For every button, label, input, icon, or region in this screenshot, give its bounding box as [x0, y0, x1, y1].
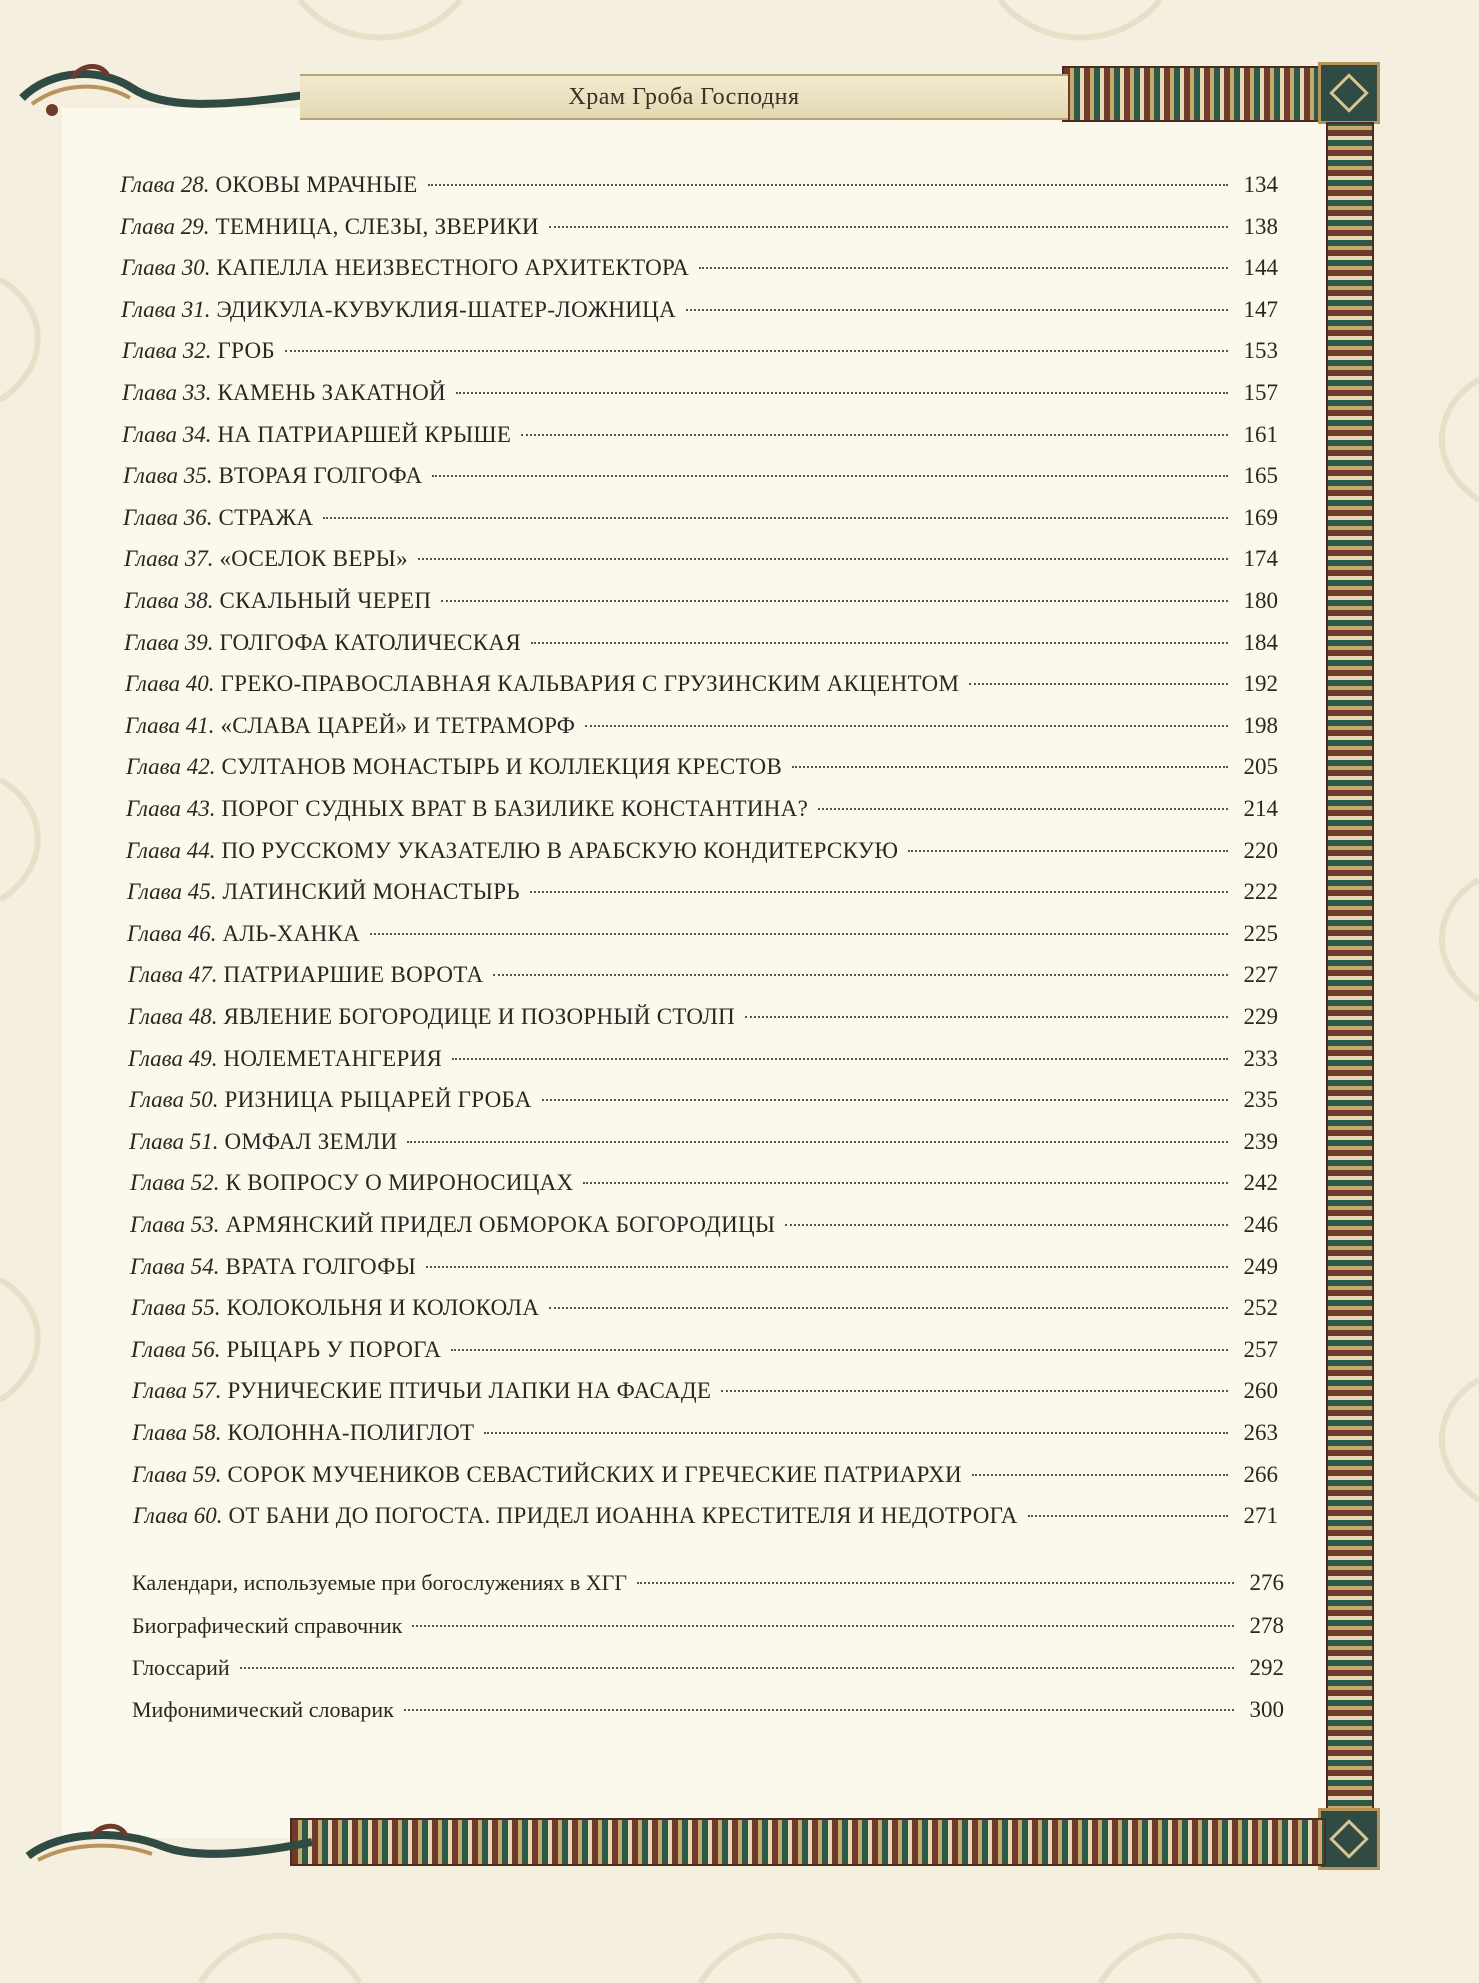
page-number: 292 — [1249, 1655, 1284, 1680]
top-border-band — [1062, 66, 1336, 122]
toc-chapter-entry[interactable] — [126, 796, 1278, 830]
page-number: 271 — [1243, 1503, 1278, 1529]
dot-leader — [418, 558, 1228, 560]
dot-leader — [441, 600, 1228, 602]
back-matter-title: Биографический справочник — [132, 1613, 403, 1638]
bottom-left-scroll-ornament — [22, 1816, 312, 1876]
page-number: 300 — [1249, 1697, 1284, 1722]
chapter-title: ОКОВЫ МРАЧНЫЕ — [215, 172, 418, 197]
toc-chapter-entry[interactable] — [132, 1420, 1278, 1454]
page-number: 235 — [1243, 1087, 1278, 1113]
chapter-title: ЭДИКУЛА-КУВУКЛИЯ-ШАТЕР-ЛОЖНИЦА — [216, 296, 676, 322]
running-header-title: Храм Гроба Господня — [568, 83, 800, 110]
chapter-number: Глава 59. — [132, 1461, 222, 1487]
page-number: 180 — [1243, 588, 1278, 613]
toc-chapter-entry[interactable] — [129, 1129, 1278, 1163]
toc-chapter-entry[interactable] — [122, 338, 1278, 372]
chapter-number: Глава 37. — [124, 546, 214, 572]
dot-leader — [972, 1474, 1228, 1476]
toc-back-matter-entry[interactable] — [132, 1697, 1284, 1731]
chapter-title: КАМЕНЬ ЗАКАТНОЙ — [217, 380, 446, 405]
page-number: 242 — [1243, 1170, 1278, 1196]
toc-back-matter-entry[interactable] — [132, 1655, 1284, 1689]
dot-leader — [432, 475, 1228, 477]
chapter-number: Глава 41. — [125, 712, 215, 738]
page-number: 266 — [1243, 1461, 1278, 1487]
dot-leader — [530, 891, 1228, 893]
chapter-title: ОТ БАНИ ДО ПОГОСТА. ПРИДЕЛ ИОАННА КРЕСТИТЕЛЯ И НЕДОТРОГА — [228, 1503, 1018, 1529]
toc-chapter-entry[interactable] — [123, 505, 1278, 539]
toc-chapter-entry[interactable] — [124, 630, 1278, 664]
dot-leader — [370, 933, 1228, 935]
toc-back-matter-entry[interactable] — [132, 1570, 1284, 1604]
page-number: 260 — [1243, 1378, 1278, 1404]
page-number: 161 — [1243, 421, 1278, 447]
dot-leader — [699, 267, 1228, 269]
chapter-title: НА ПАТРИАРШЕЙ КРЫШЕ — [217, 421, 512, 447]
back-matter-title: Мифонимический словарик — [132, 1697, 394, 1722]
chapter-title: ГРЕКО-ПРАВОСЛАВНАЯ КАЛЬВАРИЯ С ГРУЗИНСКИМ АКЦЕНТОМ — [220, 671, 960, 697]
toc-chapter-entry[interactable] — [125, 713, 1278, 747]
page-number: 225 — [1243, 920, 1278, 946]
chapter-title: РУНИЧЕСКИЕ ПТИЧЬИ ЛАПКИ НА ФАСАДЕ — [227, 1378, 712, 1404]
chapter-number: Глава 52. — [130, 1170, 220, 1196]
dot-leader — [428, 184, 1228, 186]
chapter-number: Глава 40. — [125, 671, 215, 697]
dot-leader — [531, 642, 1228, 644]
dot-leader — [785, 1224, 1228, 1226]
bottom-right-corner-medallion — [1318, 1808, 1380, 1870]
toc-chapter-entry[interactable] — [130, 1254, 1278, 1288]
back-matter-title: Календари, используемые при богослужениях в ХГГ — [132, 1570, 628, 1595]
page-number: 252 — [1243, 1295, 1278, 1321]
chapter-title: РИЗНИЦА РЫЦАРЕЙ ГРОБА — [224, 1087, 532, 1113]
chapter-title: СОРОК МУЧЕНИКОВ СЕВАСТИЙСКИХ И ГРЕЧЕСКИЕ ПАТРИАРХИ — [227, 1461, 962, 1487]
dot-leader — [451, 1349, 1228, 1351]
chapter-title: «ОСЕЛОК ВЕРЫ» — [219, 546, 408, 572]
chapter-number: Глава 44. — [126, 837, 216, 863]
dot-leader — [456, 392, 1228, 394]
chapter-number: Глава 55. — [131, 1295, 221, 1321]
chapter-title: КАПЕЛЛА НЕИЗВЕСТНОГО АРХИТЕКТОРА — [216, 255, 690, 281]
page-number: 153 — [1243, 338, 1278, 364]
chapter-number: Глава 57. — [132, 1378, 222, 1404]
chapter-title: СТРАЖА — [218, 504, 314, 530]
chapter-title: ЛАТИНСКИЙ МОНАСТЫРЬ — [222, 879, 520, 905]
chapter-title: ОМФАЛ ЗЕМЛИ — [224, 1128, 398, 1154]
dot-leader — [818, 808, 1228, 810]
chapter-title: ТЕМНИЦА, СЛЕЗЫ, ЗВЕРИКИ — [215, 213, 539, 239]
chapter-title: РЫЦАРЬ У ПОРОГА — [226, 1336, 442, 1362]
toc-chapter-entry[interactable] — [120, 172, 1278, 206]
dot-leader — [426, 1266, 1228, 1268]
chapter-number: Глава 43. — [126, 796, 216, 821]
toc-chapter-entry[interactable] — [124, 546, 1278, 580]
chapter-title: ПАТРИАРШИЕ ВОРОТА — [223, 962, 484, 988]
page-number: 169 — [1243, 504, 1278, 530]
dot-leader — [969, 683, 1228, 685]
toc-chapter-entry[interactable] — [133, 1503, 1278, 1537]
toc-chapter-entry[interactable] — [129, 1087, 1278, 1121]
chapter-number: Глава 39. — [124, 629, 214, 655]
chapter-title: АЛЬ-ХАНКА — [222, 920, 361, 946]
back-matter-title: Глоссарий — [132, 1655, 230, 1680]
chapter-number: Глава 38. — [124, 588, 214, 613]
page-number: 239 — [1243, 1128, 1278, 1154]
dot-leader — [407, 1141, 1228, 1143]
chapter-number: Глава 36. — [123, 504, 213, 530]
toc-chapter-entry[interactable] — [122, 380, 1278, 414]
chapter-title: ПО РУССКОМУ УКАЗАТЕЛЮ В АРАБСКУЮ КОНДИТЕРСКУЮ — [221, 837, 899, 863]
toc-chapter-entry[interactable] — [130, 1212, 1278, 1246]
toc-chapter-entry[interactable] — [130, 1170, 1278, 1204]
dot-leader — [583, 1182, 1228, 1184]
page-number: 214 — [1243, 796, 1278, 821]
dot-leader — [637, 1582, 1234, 1584]
chapter-number: Глава 31. — [121, 296, 211, 322]
toc-chapter-entry[interactable] — [122, 422, 1278, 456]
dot-leader — [240, 1667, 1234, 1669]
page-number: 276 — [1249, 1570, 1284, 1595]
chapter-number: Глава 29. — [120, 213, 210, 239]
chapter-title: ВРАТА ГОЛГОФЫ — [225, 1253, 417, 1279]
toc-chapter-entry[interactable] — [126, 754, 1278, 788]
toc-chapter-entry[interactable] — [131, 1337, 1278, 1371]
chapter-number: Глава 35. — [123, 463, 213, 489]
chapter-title: АРМЯНСКИЙ ПРИДЕЛ ОБМОРОКА БОГОРОДИЦЫ — [225, 1212, 776, 1237]
toc-chapter-entry[interactable] — [127, 921, 1278, 955]
chapter-number: Глава 32. — [122, 338, 212, 364]
page-number: 165 — [1243, 463, 1278, 489]
page-number: 227 — [1243, 962, 1278, 988]
chapter-number: Глава 60. — [133, 1503, 223, 1529]
page-number: 192 — [1243, 671, 1278, 697]
page-number: 257 — [1243, 1336, 1278, 1362]
page-number: 278 — [1249, 1613, 1284, 1638]
page-number: 144 — [1243, 255, 1278, 281]
dot-leader — [549, 226, 1228, 228]
toc-back-matter-entry[interactable] — [132, 1613, 1284, 1647]
toc-chapter-entry[interactable] — [121, 297, 1278, 331]
page-number: 220 — [1243, 837, 1278, 863]
chapter-number: Глава 54. — [130, 1253, 220, 1279]
dot-leader — [745, 1016, 1228, 1018]
toc-chapter-entry[interactable] — [121, 255, 1278, 289]
toc-chapter-entry[interactable] — [125, 671, 1278, 705]
toc-chapter-entry[interactable] — [120, 214, 1278, 248]
dot-leader — [404, 1709, 1234, 1711]
dot-leader — [542, 1099, 1228, 1101]
page-number: 147 — [1243, 296, 1278, 322]
chapter-title: ПОРОГ СУДНЫХ ВРАТ В БАЗИЛИКЕ КОНСТАНТИНА? — [221, 796, 809, 821]
dot-leader — [792, 766, 1228, 768]
chapter-number: Глава 30. — [121, 255, 211, 281]
chapter-number: Глава 46. — [127, 920, 217, 946]
dot-leader — [908, 850, 1228, 852]
page-number: 246 — [1243, 1212, 1278, 1237]
toc-chapter-entry[interactable] — [131, 1295, 1278, 1329]
page-number: 174 — [1243, 546, 1278, 572]
chapter-number: Глава 50. — [129, 1087, 219, 1113]
dot-leader — [285, 350, 1228, 352]
toc-chapter-entry[interactable] — [132, 1378, 1278, 1412]
toc-chapter-entry[interactable] — [132, 1462, 1278, 1496]
chapter-number: Глава 56. — [131, 1336, 221, 1362]
chapter-number: Глава 45. — [127, 879, 217, 905]
chapter-number: Глава 42. — [126, 754, 216, 780]
toc-chapter-entry[interactable] — [128, 962, 1278, 996]
toc-chapter-entry[interactable] — [127, 879, 1278, 913]
chapter-title: К ВОПРОСУ О МИРОНОСИЦАХ — [225, 1170, 574, 1196]
top-left-scroll-ornament — [12, 58, 312, 128]
dot-leader — [686, 309, 1228, 311]
bottom-border-band — [290, 1818, 1326, 1866]
toc-chapter-entry[interactable] — [128, 1046, 1278, 1080]
page-number: 134 — [1243, 172, 1278, 197]
chapter-title: КОЛОННА-ПОЛИГЛОТ — [227, 1420, 475, 1445]
page-number: 138 — [1243, 213, 1278, 239]
chapter-number: Глава 49. — [128, 1045, 218, 1071]
toc-chapter-entry[interactable] — [123, 463, 1278, 497]
chapter-title: ВТОРАЯ ГОЛГОФА — [218, 463, 423, 489]
dot-leader — [452, 1058, 1228, 1060]
dot-leader — [721, 1390, 1228, 1392]
page-number: 263 — [1243, 1420, 1278, 1445]
chapter-number: Глава 48. — [128, 1004, 218, 1029]
chapter-number: Глава 58. — [132, 1420, 222, 1445]
chapter-title: «СЛАВА ЦАРЕЙ» И ТЕТРАМОРФ — [220, 712, 576, 738]
page-number: 184 — [1243, 629, 1278, 655]
dot-leader — [323, 517, 1228, 519]
dot-leader — [521, 434, 1228, 436]
page-number: 157 — [1243, 380, 1278, 405]
page-number: 222 — [1243, 879, 1278, 905]
running-header — [300, 74, 1068, 120]
chapter-title: ГОЛГОФА КАТОЛИЧЕСКАЯ — [219, 629, 521, 655]
page-number: 205 — [1243, 754, 1278, 780]
chapter-number: Глава 33. — [122, 380, 212, 405]
chapter-title: ЯВЛЕНИЕ БОГОРОДИЦЕ И ПОЗОРНЫЙ СТОЛП — [223, 1004, 736, 1029]
chapter-number: Глава 53. — [130, 1212, 220, 1237]
chapter-title: КОЛОКОЛЬНЯ И КОЛОКОЛА — [226, 1295, 540, 1321]
dot-leader — [585, 725, 1228, 727]
page-number: 249 — [1243, 1253, 1278, 1279]
page-number: 233 — [1243, 1045, 1278, 1071]
chapter-title: СКАЛЬНЫЙ ЧЕРЕП — [219, 588, 432, 613]
chapter-title: СУЛТАНОВ МОНАСТЫРЬ И КОЛЛЕКЦИЯ КРЕСТОВ — [221, 754, 783, 780]
right-border-band — [1326, 122, 1374, 1838]
toc-chapter-entry[interactable] — [126, 838, 1278, 872]
toc-chapter-entry[interactable] — [124, 588, 1278, 622]
chapter-title: ГРОБ — [217, 338, 275, 364]
chapter-number: Глава 51. — [129, 1128, 219, 1154]
chapter-number: Глава 47. — [128, 962, 218, 988]
chapter-number: Глава 34. — [122, 421, 212, 447]
dot-leader — [493, 974, 1228, 976]
chapter-number: Глава 28. — [120, 172, 210, 197]
page-number: 229 — [1243, 1004, 1278, 1029]
toc-chapter-entry[interactable] — [128, 1004, 1278, 1038]
dot-leader — [484, 1432, 1228, 1434]
top-right-corner-medallion — [1318, 62, 1380, 124]
page-number: 198 — [1243, 712, 1278, 738]
dot-leader — [549, 1307, 1228, 1309]
dot-leader — [1028, 1515, 1228, 1517]
dot-leader — [412, 1625, 1234, 1627]
chapter-title: НОЛЕМЕТАНГЕРИЯ — [223, 1045, 443, 1071]
